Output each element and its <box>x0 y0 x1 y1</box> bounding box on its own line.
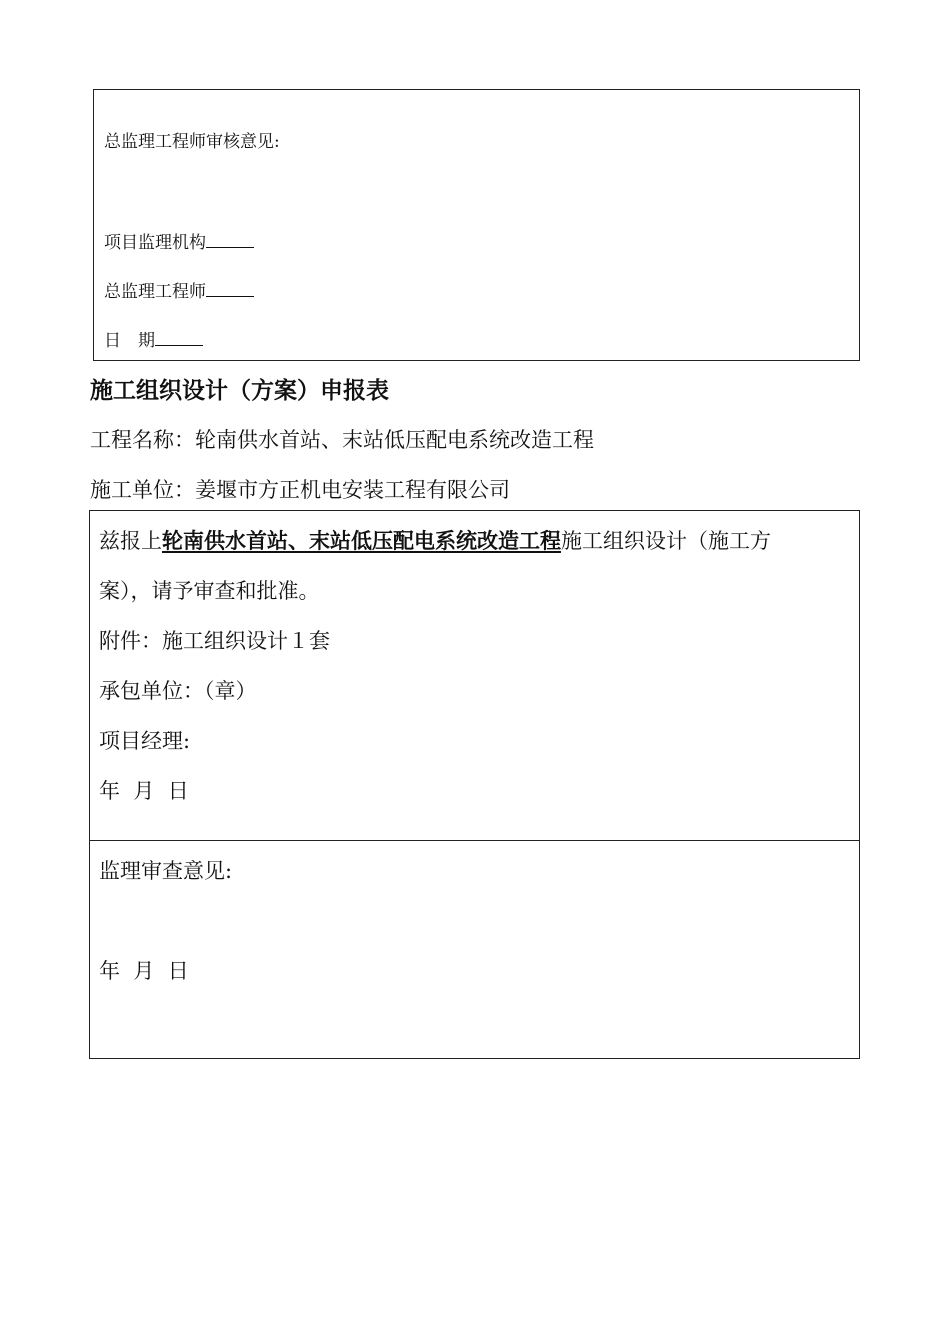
submission-box <box>89 510 860 841</box>
review-date-field <box>104 326 203 351</box>
submission-project-name: 轮南供水首站、末站低压配电系统改造工程 <box>162 528 561 553</box>
chief-engineer-field <box>104 277 254 302</box>
project-name-line: 工程名称：轮南供水首站、末站低压配电系统改造工程 <box>90 428 594 452</box>
chief-engineer-review-box <box>93 89 860 361</box>
submission-suffix: 施工组织设计（施工方 <box>561 529 771 553</box>
supervision-review-box <box>89 840 860 1059</box>
chief-engineer-blank <box>206 282 254 297</box>
review-heading: 总监理工程师审核意见: <box>104 132 280 152</box>
submission-date-line: 年 月 日 <box>99 779 189 803</box>
supervision-org-label: 项目监理机构 <box>104 233 206 253</box>
supervision-org-blank <box>206 233 254 248</box>
review-date-label: 日 期 <box>104 331 155 351</box>
supervision-date-line: 年 月 日 <box>99 959 189 983</box>
submission-line-2: 案），请予审查和批准。 <box>99 579 320 603</box>
construction-unit-line: 施工单位：姜堰市方正机电安装工程有限公司 <box>90 478 510 502</box>
form-title: 施工组织设计（方案）申报表 <box>90 377 389 404</box>
review-date-blank <box>155 331 203 346</box>
contractor-line: 承包单位：（章） <box>99 679 257 703</box>
submission-prefix: 兹报上 <box>99 529 162 553</box>
submission-line-1 <box>99 525 771 555</box>
attachment-line: 附件：施工组织设计１套 <box>99 629 330 653</box>
supervision-org-field <box>104 228 254 253</box>
project-manager-line: 项目经理: <box>99 729 191 753</box>
supervision-review-heading: 监理审查意见: <box>99 859 233 883</box>
chief-engineer-label: 总监理工程师 <box>104 282 206 302</box>
